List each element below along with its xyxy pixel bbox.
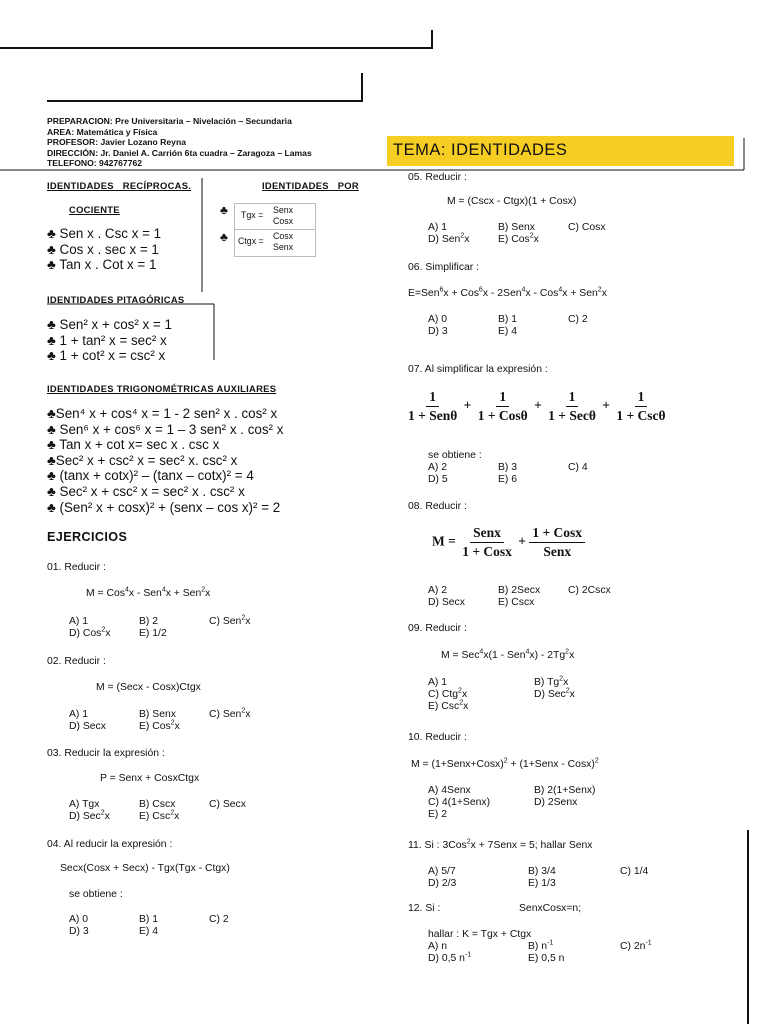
p10-formula: M = (1+Senx+Cosx)$^2$ + (1+Senx - Cosx)$^2$ [411,757,599,770]
p09-options: A) 1 B) Tg$^2$x C) Ctg$^2$x D) Sec$^2$x E) Csc$^2$x [428,675,575,712]
cociente-box [234,203,316,257]
p04-question: 04. Al reducir la expresión : [47,839,173,850]
club-icon: ♣ [47,483,56,499]
club-icon: ♣ [47,437,56,453]
club-icon: ♣ [220,230,228,244]
tg-lhs: Tgx = [241,210,264,220]
ctg-fraction: Cosx Senx [273,231,294,252]
fraction: $\frac{1}{\text{1 + Cscθ}}$ [616,389,666,423]
list-item: ♣ Cos x . sec x = 1 [47,241,159,257]
p08-question: 08. Reducir : [408,501,467,512]
club-icon: ♣ [47,257,56,273]
club-icon: ♣ [47,452,56,468]
p12-options: A) n B) $n^{-1}$ C) $2n^{-1}$ D) 0,5 $n^{-1}$ E) 0,5 n [428,939,652,964]
list-item: ♣ Tan x + cot x= sec x . csc x [47,437,220,453]
list-item: ♣ 1 + tan² x = sec² x [47,332,167,348]
list-item: ♣ (tanx + cotx)² – (tanx – cotx)² = 4 [47,468,254,484]
p06-question: 06. Simplificar : [408,262,480,273]
p01-options: A) 1 B) 2 C) Sen$^2$x D) Cos$^2$x E) 1/2 [69,614,251,639]
p09-formula: M = Sec$^4$x(1 - Sen$^4$x) - 2Tg$^2$x [441,648,575,661]
club-icon: ♣ [220,203,228,217]
p10-options: A) 4Senx B) 2(1+Senx) C) 4(1+Senx) D) 2Senx E) 2 [428,785,596,820]
header-area: AREA: Matemática y Física [47,126,158,137]
p03-question: 03. Reducir la expresión : [47,748,165,759]
header-direccion: DIRECCIÓN: Jr. Daniel A. Carrión 6ta cuadra – Zaragoza – Lamas [47,147,312,158]
list-item: ♣ Sen x . Csc x = 1 [47,226,162,241]
auxiliares-title: IDENTIDADES TRIGONOMÉTRICAS AUXILIARES [47,383,277,394]
p08-formula: M = $\frac{\text{Senx}}{\text{1 + Cosx}}$ + $\frac{\text{1 + Cosx}}{\text{Senx}}$ [432,525,585,560]
list-item: ♣ 1 + cot² x = csc² x [47,348,166,364]
fraction: $\frac{\text{Senx}}{\text{1 + Cosx}}$ [462,525,512,559]
cociente-title-1: IDENTIDADES POR [262,180,359,191]
p11-options: A) 5/7 B) 3/4 C) 1/4 D) 2/3 E) 1/3 [428,866,649,889]
fraction: $\frac{1}{\text{1 + Secθ}}$ [548,389,596,423]
ejercicios-title: EJERCICIOS [47,530,128,544]
header-telefono: TELEFONO: 942767762 [47,158,143,168]
reciprocas-list [47,226,161,273]
p07-options: A) 2 B) 3 C) 4 D) 5 E) 6 [428,462,588,485]
reciprocas-title: IDENTIDADES RECÍPROCAS. [47,180,192,191]
club-icon: ♣ [47,226,56,241]
club-icon: ♣ [47,468,56,484]
p07-formula: $\frac{1}{\text{1 + Senθ}}$ + $\frac{1}{\text{1 + Cosθ}}$ + $\frac{1}{\text{1 + Secθ}}$ + $\frac{1}{\text{1 + Cscθ}}$ [405,389,669,424]
p03-options: A) Tgx B) Cscx C) Secx D) Sec$^2$x E) Csc$^2$x [69,799,246,822]
p05-formula: M = (Cscx - Ctgx)(1 + Cosx) [447,196,577,207]
pitagoricas-title: IDENTIDADES PITAGÓRICAS [47,294,185,305]
p04-obtiene: se obtiene : [69,889,123,900]
club-icon: ♣ [47,499,56,515]
club-icon: ♣ [47,421,56,437]
p12-given: SenxCosx=n; [519,903,582,914]
p05-options: A) 1 B) Senx C) Cosx D) Sen$^2$x E) Cos$^2$x [428,222,606,245]
p05-question: 05. Reducir : [408,172,467,183]
p03-formula: P = Senx + CosxCtgx [100,773,200,784]
p07-obtiene: se obtiene : [428,450,482,461]
fraction: $\frac{1}{\text{1 + Cosθ}}$ [477,389,528,423]
tg-fraction: Senx Cosx [273,205,294,226]
p01-question: 01. Reducir : [47,562,106,573]
p01-formula: M = Cos$^4$x - Sen$^4$x + Sen$^2$x [86,586,211,599]
list-item: ♣ Tan x . Cot x = 1 [47,257,157,273]
list-item: ♣Sec² x + csc² x = sec² x. csc² x [47,452,238,468]
club-icon: ♣ [47,241,56,257]
p02-formula: M = (Secx - Cosx)Ctgx [96,682,201,693]
pitagoricas-list [47,317,172,364]
p04-formula: Secx(Cosx + Secx) - Tgx(Tgx - Ctgx) [60,863,230,874]
p07-question: 07. Al simplificar la expresión : [408,364,548,375]
header-profesor: PROFESOR: Javier Lozano Reyna [47,137,186,147]
p04-options: A) 0 B) 1 C) 2 D) 3 E) 4 [69,914,229,937]
list-item: ♣ (Sen² x + cosx)² + (senx – cos x)² = 2 [47,499,281,515]
club-icon: ♣ [47,317,56,332]
p09-question: 09. Reducir : [408,623,467,634]
p12-question: 12. Si : [408,903,441,914]
p06-formula: E=Sen$^6$x + Cos$^6$x - 2Sen$^4$x - Cos$^4$x + Sen$^2$x [408,286,607,299]
p02-options: A) 1 B) Senx C) Sen$^2$x D) Secx E) Cos$^2$x [69,707,251,732]
club-icon: ♣ [47,332,56,348]
cociente-title-2: COCIENTE [69,204,120,215]
p11-question: 11. Si : 3Cos$^2$x + 7Senx = 5; hallar Senx [408,838,593,851]
list-item: ♣ Sen⁶ x + cos⁶ x = 1 – 3 sen² x . cos² x [47,421,284,437]
p08-options: A) 2 B) 2Secx C) 2Cscx D) Secx E) Cscx [428,585,611,608]
club-icon: ♣ [47,406,56,421]
p12-hallar: hallar : K = Tgx + Ctgx [428,929,532,940]
ctg-lhs: Ctgx = [238,236,264,246]
list-item: ♣ Sec² x + csc² x = sec² x . csc² x [47,483,245,499]
fraction: $\frac{\text{1 + Cosx}}{\text{Senx}}$ [529,525,585,560]
list-item: ♣Sen⁴ x + cos⁴ x = 1 - 2 sen² x . cos² x [47,406,278,421]
p06-options: A) 0 B) 1 C) 2 D) 3 E) 4 [428,314,588,337]
club-icon: ♣ [47,348,56,364]
fraction: $\frac{1}{\text{1 + Senθ}}$ [408,389,458,423]
header-preparacion: PREPARACION: Pre Universitaria – Nivelación – Secundaria [47,116,292,126]
p10-question: 10. Reducir : [408,732,467,743]
auxiliares-list [47,406,283,515]
p02-question: 02. Reducir : [47,656,106,667]
list-item: ♣ Sen² x + cos² x = 1 [47,317,172,332]
tema-title: TEMA: IDENTIDADES [393,141,568,159]
